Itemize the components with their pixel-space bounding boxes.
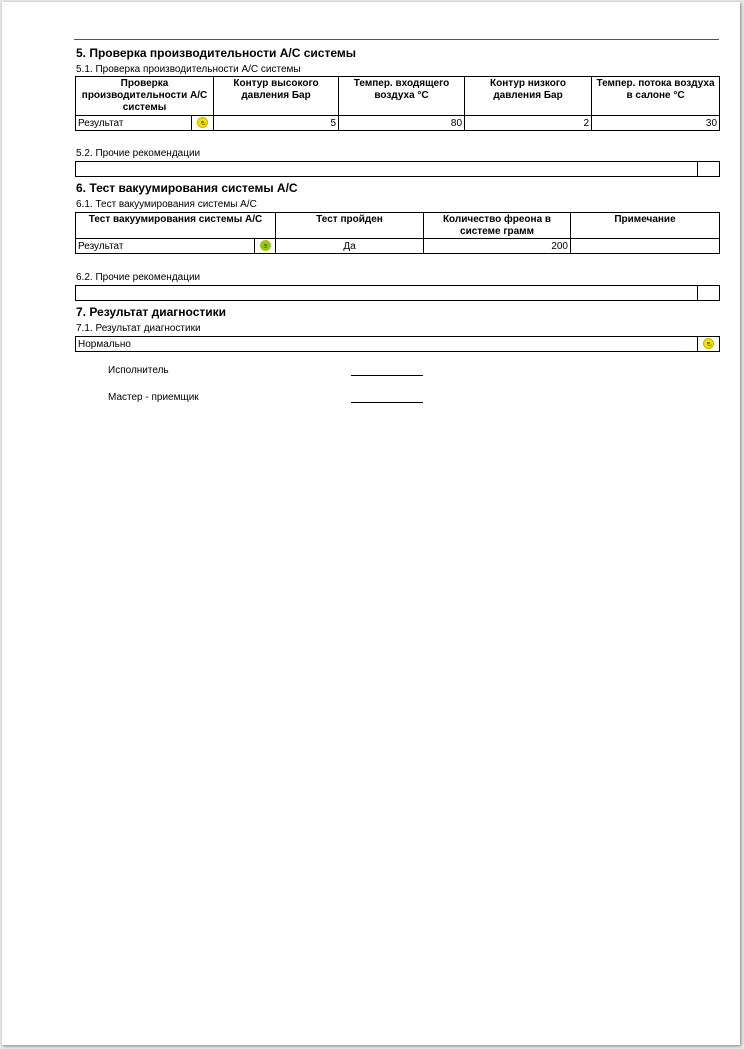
section-6-heading: 6. Тест вакуумирования системы А/С bbox=[76, 181, 298, 195]
section-5-2-subheading: 5.2. Прочие рекомендации bbox=[76, 148, 201, 159]
status-cell bbox=[255, 239, 276, 254]
col-header-high-pressure: Контур высокого давления Бар bbox=[214, 77, 339, 116]
executor-signature-line bbox=[351, 375, 423, 376]
recommendations-5-extra bbox=[698, 162, 720, 177]
row-label: Результат bbox=[76, 239, 255, 254]
col-header-low-pressure: Контур низкого давления Бар bbox=[465, 77, 592, 116]
master-signature-line bbox=[351, 402, 423, 403]
master-label: Мастер - приемщик bbox=[108, 392, 199, 403]
recommendations-5-table bbox=[75, 161, 720, 177]
section-7-1-subheading: 7.1. Результат диагностики bbox=[76, 323, 201, 334]
table-header-row bbox=[76, 213, 720, 239]
table-row bbox=[76, 337, 720, 352]
section-7-heading: 7. Результат диагностики bbox=[76, 305, 227, 319]
section-6-1-subheading: 6.1. Тест вакуумирования системы А/С bbox=[76, 199, 257, 210]
table-row bbox=[76, 239, 720, 254]
test-passed-value: Да bbox=[276, 239, 424, 254]
table-header-row bbox=[76, 77, 720, 116]
col-header-test-passed: Тест пройден bbox=[276, 213, 424, 239]
freon-amount-value: 200 bbox=[424, 239, 571, 254]
high-pressure-value: 5 bbox=[214, 116, 339, 131]
cabin-temp-value: 30 bbox=[592, 116, 720, 131]
document-page bbox=[2, 2, 740, 1045]
status-cell bbox=[698, 337, 720, 352]
col-header-inlet-temp: Темпер. входящего воздуха °С bbox=[339, 77, 465, 116]
smiley-icon bbox=[260, 240, 271, 251]
section-5-1-subheading: 5.1. Проверка производительности А/С системы bbox=[76, 64, 301, 75]
low-pressure-value: 2 bbox=[465, 116, 592, 131]
smiley-icon bbox=[197, 117, 208, 128]
recommendations-6-value bbox=[76, 286, 698, 301]
col-header-cabin-temp: Темпер. потока воздуха в салоне °С bbox=[592, 77, 720, 116]
inlet-temp-value: 80 bbox=[339, 116, 465, 131]
section-6-2-subheading: 6.2. Прочие рекомендации bbox=[76, 272, 201, 283]
col-header-check: Проверка производительности А/С системы bbox=[76, 77, 214, 116]
header-divider bbox=[74, 39, 719, 40]
row-label: Результат bbox=[76, 116, 192, 131]
smiley-icon bbox=[703, 338, 714, 349]
note-value bbox=[571, 239, 720, 254]
recommendations-5-value bbox=[76, 162, 698, 177]
section-5-heading: 5. Проверка производительности А/С системы bbox=[76, 46, 356, 60]
status-cell bbox=[192, 116, 214, 131]
col-header-note: Примечание bbox=[571, 213, 720, 239]
col-header-freon-amount: Количество фреона в системе грамм bbox=[424, 213, 571, 239]
executor-label: Исполнитель bbox=[108, 365, 169, 376]
recommendations-6-table bbox=[75, 285, 720, 301]
col-header-vacuum-test: Тест вакуумирования системы А/С bbox=[76, 213, 276, 239]
diagnostic-result-table bbox=[75, 336, 720, 352]
performance-table bbox=[75, 76, 720, 131]
vacuum-test-table bbox=[75, 212, 720, 254]
table-row bbox=[76, 116, 720, 131]
diagnostic-result-value: Нормально bbox=[76, 337, 698, 352]
recommendations-6-extra bbox=[698, 286, 720, 301]
